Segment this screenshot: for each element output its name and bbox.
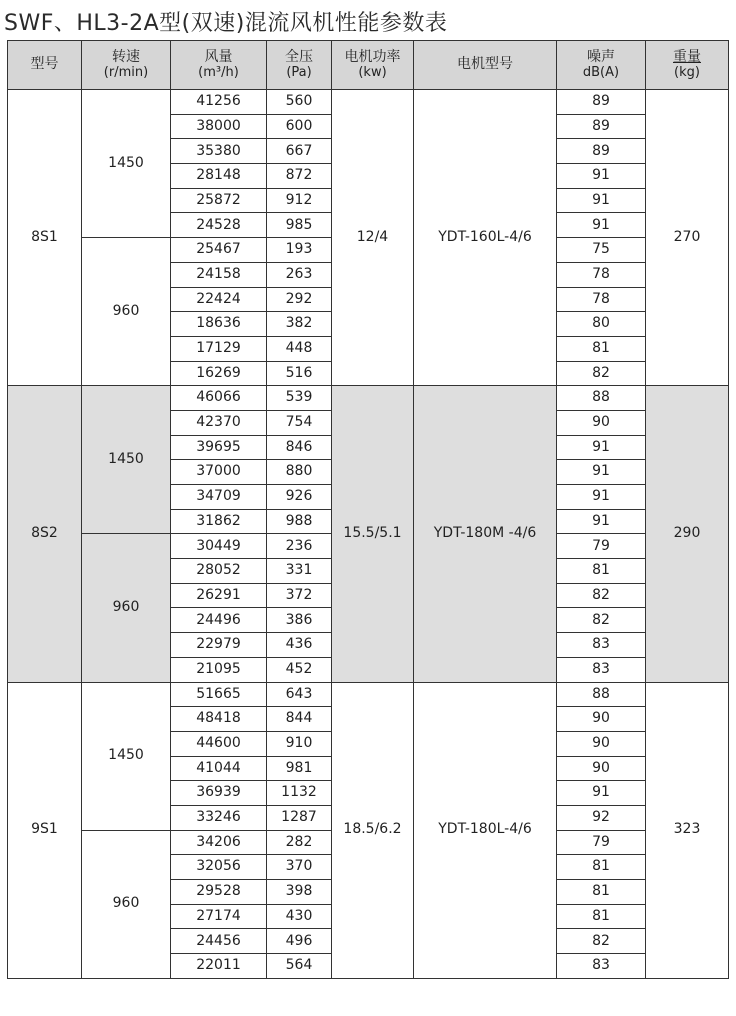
header-weight: 重量 (kg) bbox=[646, 41, 729, 90]
weight-cell: 323 bbox=[646, 682, 729, 978]
pressure-cell: 600 bbox=[267, 114, 332, 139]
noise-cell: 92 bbox=[557, 805, 646, 830]
header-model: 型号 bbox=[8, 41, 82, 90]
pressure-cell: 448 bbox=[267, 336, 332, 361]
noise-cell: 91 bbox=[557, 164, 646, 189]
airflow-cell: 32056 bbox=[171, 855, 267, 880]
airflow-cell: 25467 bbox=[171, 238, 267, 263]
motor-cell: YDT-180L-4/6 bbox=[414, 682, 557, 978]
noise-cell: 81 bbox=[557, 904, 646, 929]
table-row bbox=[8, 90, 729, 115]
pressure-cell: 372 bbox=[267, 583, 332, 608]
speed-cell: 960 bbox=[82, 534, 171, 682]
airflow-cell: 41044 bbox=[171, 756, 267, 781]
model-group-8s1 bbox=[8, 90, 729, 386]
pressure-cell: 370 bbox=[267, 855, 332, 880]
noise-cell: 82 bbox=[557, 361, 646, 386]
pressure-cell: 643 bbox=[267, 682, 332, 707]
pressure-cell: 193 bbox=[267, 238, 332, 263]
airflow-cell: 24528 bbox=[171, 213, 267, 238]
airflow-cell: 39695 bbox=[171, 435, 267, 460]
pressure-cell: 516 bbox=[267, 361, 332, 386]
pressure-cell: 754 bbox=[267, 410, 332, 435]
airflow-cell: 26291 bbox=[171, 583, 267, 608]
airflow-cell: 33246 bbox=[171, 805, 267, 830]
header-motor: 电机型号 bbox=[414, 41, 557, 90]
airflow-cell: 41256 bbox=[171, 90, 267, 115]
airflow-cell: 38000 bbox=[171, 114, 267, 139]
model-cell: 9S1 bbox=[8, 682, 82, 978]
pressure-cell: 386 bbox=[267, 608, 332, 633]
pressure-cell: 912 bbox=[267, 188, 332, 213]
noise-cell: 89 bbox=[557, 139, 646, 164]
pressure-cell: 539 bbox=[267, 386, 332, 411]
noise-cell: 81 bbox=[557, 559, 646, 584]
airflow-cell: 25872 bbox=[171, 188, 267, 213]
noise-cell: 90 bbox=[557, 707, 646, 732]
speed-cell: 1450 bbox=[82, 682, 171, 830]
noise-cell: 78 bbox=[557, 262, 646, 287]
pressure-cell: 564 bbox=[267, 954, 332, 979]
noise-cell: 75 bbox=[557, 238, 646, 263]
speed-cell: 1450 bbox=[82, 90, 171, 238]
airflow-cell: 21095 bbox=[171, 657, 267, 682]
noise-cell: 81 bbox=[557, 880, 646, 905]
noise-cell: 78 bbox=[557, 287, 646, 312]
pressure-cell: 844 bbox=[267, 707, 332, 732]
pressure-cell: 236 bbox=[267, 534, 332, 559]
speed-cell: 1450 bbox=[82, 386, 171, 534]
noise-cell: 91 bbox=[557, 460, 646, 485]
airflow-cell: 18636 bbox=[171, 312, 267, 337]
noise-cell: 80 bbox=[557, 312, 646, 337]
weight-cell: 270 bbox=[646, 90, 729, 386]
model-group-9s1 bbox=[8, 682, 729, 978]
pressure-cell: 846 bbox=[267, 435, 332, 460]
pressure-cell: 910 bbox=[267, 731, 332, 756]
airflow-cell: 35380 bbox=[171, 139, 267, 164]
noise-cell: 91 bbox=[557, 435, 646, 460]
pressure-cell: 560 bbox=[267, 90, 332, 115]
noise-cell: 82 bbox=[557, 583, 646, 608]
pressure-cell: 985 bbox=[267, 213, 332, 238]
noise-cell: 81 bbox=[557, 336, 646, 361]
pressure-cell: 282 bbox=[267, 830, 332, 855]
pressure-cell: 382 bbox=[267, 312, 332, 337]
noise-cell: 79 bbox=[557, 830, 646, 855]
pressure-cell: 1132 bbox=[267, 781, 332, 806]
power-cell: 18.5/6.2 bbox=[332, 682, 414, 978]
airflow-cell: 22011 bbox=[171, 954, 267, 979]
pressure-cell: 398 bbox=[267, 880, 332, 905]
header-airflow: 风量 (m³/h) bbox=[171, 41, 267, 90]
airflow-cell: 28148 bbox=[171, 164, 267, 189]
speed-cell: 960 bbox=[82, 238, 171, 386]
airflow-cell: 34206 bbox=[171, 830, 267, 855]
airflow-cell: 37000 bbox=[171, 460, 267, 485]
airflow-cell: 24456 bbox=[171, 929, 267, 954]
pressure-cell: 926 bbox=[267, 485, 332, 510]
airflow-cell: 24496 bbox=[171, 608, 267, 633]
pressure-cell: 1287 bbox=[267, 805, 332, 830]
performance-table bbox=[7, 40, 729, 979]
motor-cell: YDT-180M -4/6 bbox=[414, 386, 557, 682]
model-group-8s2 bbox=[8, 386, 729, 682]
speed-cell: 960 bbox=[82, 830, 171, 978]
noise-cell: 83 bbox=[557, 657, 646, 682]
pressure-cell: 880 bbox=[267, 460, 332, 485]
noise-cell: 89 bbox=[557, 90, 646, 115]
header-row bbox=[8, 41, 729, 90]
pressure-cell: 430 bbox=[267, 904, 332, 929]
airflow-cell: 22424 bbox=[171, 287, 267, 312]
pressure-cell: 452 bbox=[267, 657, 332, 682]
model-cell: 8S2 bbox=[8, 386, 82, 682]
airflow-cell: 44600 bbox=[171, 731, 267, 756]
noise-cell: 90 bbox=[557, 756, 646, 781]
noise-cell: 91 bbox=[557, 781, 646, 806]
power-cell: 12/4 bbox=[332, 90, 414, 386]
noise-cell: 89 bbox=[557, 114, 646, 139]
pressure-cell: 496 bbox=[267, 929, 332, 954]
noise-cell: 91 bbox=[557, 213, 646, 238]
table-row bbox=[8, 386, 729, 411]
pressure-cell: 667 bbox=[267, 139, 332, 164]
pressure-cell: 988 bbox=[267, 509, 332, 534]
header-speed: 转速 (r/min) bbox=[82, 41, 171, 90]
airflow-cell: 36939 bbox=[171, 781, 267, 806]
motor-cell: YDT-160L-4/6 bbox=[414, 90, 557, 386]
pressure-cell: 872 bbox=[267, 164, 332, 189]
table-row bbox=[8, 682, 729, 707]
airflow-cell: 24158 bbox=[171, 262, 267, 287]
power-cell: 15.5/5.1 bbox=[332, 386, 414, 682]
airflow-cell: 48418 bbox=[171, 707, 267, 732]
noise-cell: 81 bbox=[557, 855, 646, 880]
noise-cell: 79 bbox=[557, 534, 646, 559]
noise-cell: 91 bbox=[557, 485, 646, 510]
airflow-cell: 42370 bbox=[171, 410, 267, 435]
noise-cell: 83 bbox=[557, 633, 646, 658]
noise-cell: 88 bbox=[557, 682, 646, 707]
airflow-cell: 46066 bbox=[171, 386, 267, 411]
noise-cell: 91 bbox=[557, 188, 646, 213]
model-cell: 8S1 bbox=[8, 90, 82, 386]
pressure-cell: 436 bbox=[267, 633, 332, 658]
airflow-cell: 30449 bbox=[171, 534, 267, 559]
noise-cell: 91 bbox=[557, 509, 646, 534]
airflow-cell: 16269 bbox=[171, 361, 267, 386]
noise-cell: 83 bbox=[557, 954, 646, 979]
noise-cell: 88 bbox=[557, 386, 646, 411]
pressure-cell: 981 bbox=[267, 756, 332, 781]
airflow-cell: 17129 bbox=[171, 336, 267, 361]
noise-cell: 82 bbox=[557, 608, 646, 633]
airflow-cell: 29528 bbox=[171, 880, 267, 905]
airflow-cell: 28052 bbox=[171, 559, 267, 584]
noise-cell: 82 bbox=[557, 929, 646, 954]
weight-cell: 290 bbox=[646, 386, 729, 682]
header-pressure: 全压 (Pa) bbox=[267, 41, 332, 90]
airflow-cell: 34709 bbox=[171, 485, 267, 510]
pressure-cell: 263 bbox=[267, 262, 332, 287]
noise-cell: 90 bbox=[557, 410, 646, 435]
airflow-cell: 31862 bbox=[171, 509, 267, 534]
airflow-cell: 22979 bbox=[171, 633, 267, 658]
pressure-cell: 292 bbox=[267, 287, 332, 312]
pressure-cell: 331 bbox=[267, 559, 332, 584]
airflow-cell: 51665 bbox=[171, 682, 267, 707]
header-noise: 噪声 dB(A) bbox=[557, 41, 646, 90]
airflow-cell: 27174 bbox=[171, 904, 267, 929]
page-title: SWF、HL3-2A型(双速)混流风机性能参数表 bbox=[4, 11, 448, 36]
noise-cell: 90 bbox=[557, 731, 646, 756]
header-power: 电机功率 (kw) bbox=[332, 41, 414, 90]
